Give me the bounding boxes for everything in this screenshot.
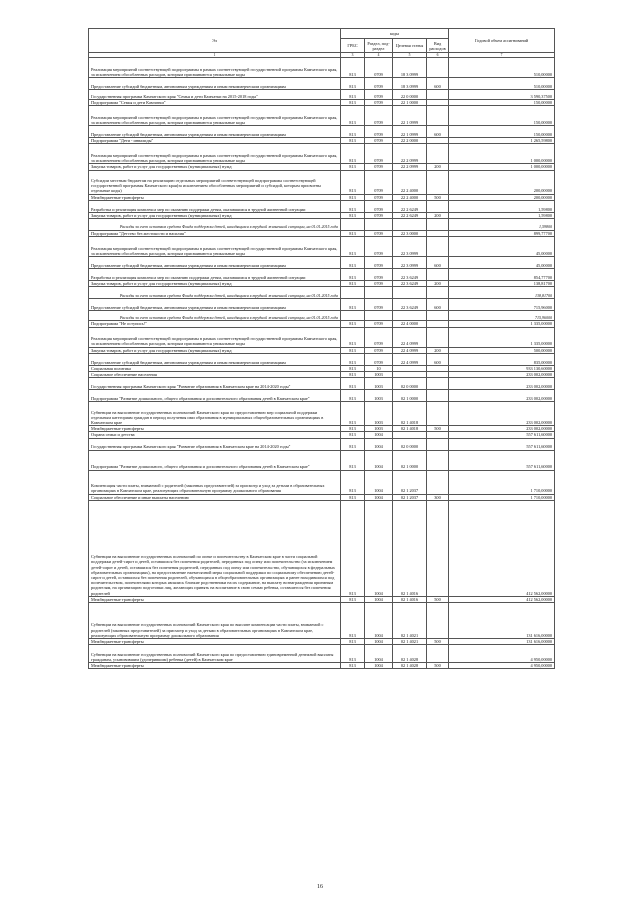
row-target-article: 02 1 2037 bbox=[393, 470, 427, 494]
row-expense-type bbox=[427, 450, 449, 470]
row-razdel: 0709 bbox=[365, 299, 393, 311]
row-name: Закупка товаров, работ и услуг для государственных (муниципальных) нужд bbox=[89, 164, 341, 170]
row-sum: 412 562,00000 bbox=[449, 596, 555, 602]
row-razdel: 0709 bbox=[365, 126, 393, 138]
row-name: Подпрограмма "Детство без жестокости и насилия" bbox=[89, 231, 341, 237]
row-razdel: 0709 bbox=[365, 212, 393, 218]
row-name: Межбюджетные трансферты bbox=[89, 194, 341, 200]
row-expense-type bbox=[427, 90, 449, 100]
header-razdel: Раздел, под- раздел bbox=[365, 39, 393, 53]
row-sum: 138,81700 bbox=[449, 281, 555, 287]
row-name: Закупка товаров, работ и услуг для государственных (муниципальных) нужд bbox=[89, 212, 341, 218]
col-num: 5 bbox=[393, 53, 427, 58]
row-target-article: 02 1 4018 bbox=[393, 402, 427, 426]
row-expense-type bbox=[427, 500, 449, 596]
col-num: 3 bbox=[341, 53, 365, 58]
row-sum: 1 710,00000 bbox=[449, 470, 555, 494]
row-expense-type bbox=[427, 269, 449, 281]
row-sum: 150,00000 bbox=[449, 100, 555, 106]
row-sum: 510,00000 bbox=[449, 58, 555, 78]
row-name: Государственная программа Камчатского края "Семья и дети Камчатки на 2015-2018 годы" bbox=[89, 90, 341, 100]
row-target-article: 02 0 0000 bbox=[393, 378, 427, 390]
row-razdel: 1004 bbox=[365, 438, 393, 450]
row-sum: 233 002,00000 bbox=[449, 372, 555, 378]
row-expense-type: 200 bbox=[427, 281, 449, 287]
table-row bbox=[89, 500, 555, 596]
table-row bbox=[89, 200, 555, 212]
row-name: Подпрограмма "Развитие дошкольного, общего образования и дополнительного образования детей в Камчатском крае" bbox=[89, 450, 341, 470]
row-expense-type: 500 bbox=[427, 596, 449, 602]
row-sum: 45,00000 bbox=[449, 257, 555, 269]
row-target-article bbox=[393, 287, 427, 299]
row-expense-type bbox=[427, 470, 449, 494]
row-razdel: 0709 bbox=[365, 231, 393, 237]
row-target-article: 22 2 0999 bbox=[393, 164, 427, 170]
row-target-article: 02 0 0000 bbox=[393, 438, 427, 450]
row-target-article: 02 1 4028 bbox=[393, 663, 427, 669]
row-razdel: 0709 bbox=[365, 353, 393, 365]
row-grbs: 813 bbox=[341, 353, 365, 365]
row-grbs: 813 bbox=[341, 58, 365, 78]
row-expense-type: 600 bbox=[427, 353, 449, 365]
row-target-article: 22 2 0999 bbox=[393, 144, 427, 164]
row-name: Расходы за счет остатков средств Фонда поддержки детей, находящихся в трудной жизненной ситуации, на 01.01.2015 года bbox=[89, 219, 341, 231]
row-expense-type bbox=[427, 106, 449, 126]
row-expense-type bbox=[427, 438, 449, 450]
row-sum: 715,96000 bbox=[449, 299, 555, 311]
table-row bbox=[89, 353, 555, 365]
table-row bbox=[89, 645, 555, 663]
table-row bbox=[89, 170, 555, 194]
row-name: Предоставление субсидий бюджетным, автономным учреждениям и иным некоммерческим организациям bbox=[89, 299, 341, 311]
row-target-article: 22 2 4000 bbox=[393, 170, 427, 194]
row-sum: 150,00000 bbox=[449, 126, 555, 138]
row-grbs: 813 bbox=[341, 106, 365, 126]
row-name: Государственная программа Камчатского края "Развитие образования в Камчатском крае на 2014-2020 годы" bbox=[89, 378, 341, 390]
budget-table bbox=[88, 28, 555, 669]
row-name: Реализация мероприятий соответствующей подпрограммы в рамках соответствующей государственной программы Камчатского края, за исключением обособленных расходов, которым присваиваются уникальные коды bbox=[89, 237, 341, 257]
row-name: Реализация мероприятий соответствующей подпрограммы в рамках соответствующей государственной программы Камчатского края, за исключением обособленных расходов, которым присваиваются уникальные коды bbox=[89, 106, 341, 126]
row-target-article: 22 3 0000 bbox=[393, 231, 427, 237]
row-target-article: 22 3 0999 bbox=[393, 257, 427, 269]
row-grbs: 813 bbox=[341, 402, 365, 426]
row-grbs: 813 bbox=[341, 170, 365, 194]
row-sum: 412 562,00000 bbox=[449, 500, 555, 596]
row-razdel: 1004 bbox=[365, 494, 393, 500]
row-name: Разработка и реализация комплекса мер по оказанию поддержки детям, оказавшимся в трудной жизненной ситуации bbox=[89, 200, 341, 212]
row-expense-type bbox=[427, 311, 449, 321]
row-razdel bbox=[365, 287, 393, 299]
row-target-article: 22 3 0999 bbox=[393, 237, 427, 257]
row-razdel: 1004 bbox=[365, 596, 393, 602]
table-row bbox=[89, 603, 555, 639]
row-target-article: 18 3 0999 bbox=[393, 78, 427, 90]
row-grbs: 813 bbox=[341, 372, 365, 378]
row-sum: 557 611,60000 bbox=[449, 432, 555, 438]
row-razdel: 1003 bbox=[365, 372, 393, 378]
header-grbs: ГРБС bbox=[341, 39, 365, 53]
row-name: Субвенции на выполнение государственных полномочий Камчатского края по выплате компенсации части платы, взимаемой с родителей (законных представителей) за присмотр и уход за детьми в образовательных организациях в Камчатском крае, реализующих образовательную программу дошкольного образования bbox=[89, 603, 341, 639]
row-name: Реализация мероприятий соответствующей подпрограммы в рамках соответствующей государственной программы Камчатского края, за исключением обособленных расходов, которым присваиваются уникальные коды bbox=[89, 144, 341, 164]
row-name: Субвенции на выполнение государственных полномочий по опеке и попечительству в Камчатском крае в части социальной поддержки детей-сирот и детей, оставшихся без попечения родителей, переданных под опеку или попечительство (за исключением детей-сирот и детей, оставшихся без попечения родителей, переданных под опеку или попечительство, обучающихся в федеральных образовательных организациях), на предоставление ежемесячной меры социальной поддержки по социальному обеспечению детей-сирот и детей, оставшихся без попечения родителей, обучающихся в общеобразовательных организациях и ранее находившихся под попечительством, попечителями которых являлись близкие родственники на их содержание, на выплату вознаграждения приемным родителям, на организацию подготовки лиц, желающих принять на воспитание в свою семью ребенка, оставшегося без попечения родителей bbox=[89, 500, 341, 596]
row-expense-type bbox=[427, 378, 449, 390]
row-sum: 3 590,37500 bbox=[449, 90, 555, 100]
row-target-article: 22 3 6249 bbox=[393, 299, 427, 311]
row-sum: 835,00000 bbox=[449, 353, 555, 365]
row-sum: 899,77700 bbox=[449, 231, 555, 237]
row-name: Расходы за счет остатков средств Фонда поддержки детей, находящихся в трудной жизненной ситуации, на 01.01.2015 года bbox=[89, 287, 341, 299]
row-name: Закупка товаров, работ и услуг для государственных (муниципальных) нужд bbox=[89, 347, 341, 353]
row-sum: 1 000,00000 bbox=[449, 144, 555, 164]
row-sum: 715,96000 bbox=[449, 311, 555, 321]
header-codes-group: коды bbox=[341, 29, 449, 39]
row-target-article: 22 2 4000 bbox=[393, 194, 427, 200]
table-row bbox=[89, 237, 555, 257]
row-target-article: 02 1 4016 bbox=[393, 596, 427, 602]
row-sum: 1,59800 bbox=[449, 212, 555, 218]
row-target-article: 02 1 4018 bbox=[393, 426, 427, 432]
table-row bbox=[89, 269, 555, 281]
row-target-article: 22 2 0000 bbox=[393, 138, 427, 144]
row-expense-type bbox=[427, 200, 449, 212]
row-grbs: 813 bbox=[341, 596, 365, 602]
budget-table-sheet bbox=[88, 28, 554, 669]
row-expense-type: 500 bbox=[427, 639, 449, 645]
row-sum: 1 710,00000 bbox=[449, 494, 555, 500]
row-sum: 557 611,60000 bbox=[449, 438, 555, 450]
row-grbs: 813 bbox=[341, 138, 365, 144]
row-expense-type bbox=[427, 603, 449, 639]
row-name: Предоставление субсидий бюджетным, автономным учреждениям и иным некоммерческим организациям bbox=[89, 257, 341, 269]
row-target-article: 02 1 4028 bbox=[393, 645, 427, 663]
row-grbs: 813 bbox=[341, 470, 365, 494]
row-grbs: 813 bbox=[341, 194, 365, 200]
row-grbs: 813 bbox=[341, 90, 365, 100]
row-name: Охрана семьи и детства bbox=[89, 432, 341, 438]
row-razdel bbox=[365, 219, 393, 231]
row-grbs: 813 bbox=[341, 494, 365, 500]
row-expense-type bbox=[427, 237, 449, 257]
row-target-article: 02 1 0000 bbox=[393, 390, 427, 402]
row-razdel: 0709 bbox=[365, 327, 393, 347]
row-razdel: 0709 bbox=[365, 144, 393, 164]
row-name: Межбюджетные трансферты bbox=[89, 426, 341, 432]
row-grbs: 813 bbox=[341, 126, 365, 138]
row-razdel: 0709 bbox=[365, 237, 393, 257]
row-razdel: 0709 bbox=[365, 170, 393, 194]
row-grbs: 813 bbox=[341, 281, 365, 287]
page-number: 16 bbox=[317, 884, 323, 890]
table-row bbox=[89, 257, 555, 269]
header-sum: Годовой объем ассигнований bbox=[449, 29, 555, 53]
row-razdel: 0709 bbox=[365, 100, 393, 106]
row-razdel: 0709 bbox=[365, 90, 393, 100]
header-cs: Целевая статья bbox=[393, 39, 427, 53]
row-expense-type: 600 bbox=[427, 126, 449, 138]
row-name: Подпрограмма "Дети - инвалиды" bbox=[89, 138, 341, 144]
table-note-row bbox=[89, 219, 555, 231]
row-grbs: 813 bbox=[341, 426, 365, 432]
header-name: Эл bbox=[89, 29, 341, 53]
row-sum: 1,59800 bbox=[449, 200, 555, 212]
header-vr: Вид расходов bbox=[427, 39, 449, 53]
row-razdel: 0709 bbox=[365, 78, 393, 90]
row-name: Межбюджетные трансферты bbox=[89, 596, 341, 602]
row-razdel: 1004 bbox=[365, 470, 393, 494]
row-target-article: 22 4 0999 bbox=[393, 327, 427, 347]
row-sum: 854,77700 bbox=[449, 269, 555, 281]
table-row bbox=[89, 90, 555, 100]
row-name: Компенсация части платы, взимаемой с родителей (законных представителей) за присмотр и уход за детьми в образовательных организациях в Камчатском крае, реализующих образовательную программу дошкольного образования bbox=[89, 470, 341, 494]
row-sum: 500,00000 bbox=[449, 347, 555, 353]
row-grbs: 813 bbox=[341, 450, 365, 470]
row-target-article: 22 4 0999 bbox=[393, 353, 427, 365]
row-razdel bbox=[365, 311, 393, 321]
row-sum: 1 335,00000 bbox=[449, 321, 555, 327]
table-row bbox=[89, 144, 555, 164]
row-grbs: 813 bbox=[341, 663, 365, 669]
row-razdel: 1004 bbox=[365, 603, 393, 639]
row-grbs: 813 bbox=[341, 100, 365, 106]
table-row bbox=[89, 327, 555, 347]
table-row bbox=[89, 390, 555, 402]
row-expense-type bbox=[427, 327, 449, 347]
row-expense-type: 600 bbox=[427, 257, 449, 269]
table-row bbox=[89, 438, 555, 450]
col-num: 7 bbox=[449, 53, 555, 58]
row-target-article: 02 1 4016 bbox=[393, 500, 427, 596]
row-grbs: 813 bbox=[341, 347, 365, 353]
table-row bbox=[89, 450, 555, 470]
row-sum: 233 002,00000 bbox=[449, 378, 555, 390]
row-target-article: 02 1 2037 bbox=[393, 494, 427, 500]
row-expense-type: 500 bbox=[427, 426, 449, 432]
row-name: Субвенции на выполнение государственных полномочий Камчатского края по предоставлению единовременной денежной выплаты гражданам, усыновившим (удочерившим) ребенка (детей) в Камчатском крае bbox=[89, 645, 341, 663]
row-target-article: 22 3 6249 bbox=[393, 269, 427, 281]
row-grbs: 813 bbox=[341, 212, 365, 218]
row-expense-type bbox=[427, 170, 449, 194]
row-expense-type bbox=[427, 58, 449, 78]
row-name: Субвенции на выполнение государственных полномочий Камчатского края по предоставлению мер социальной поддержки отдельным категориям граждан в период получения ими образования в муниципальных общеобразовательных организациях в Камчатском крае bbox=[89, 402, 341, 426]
row-expense-type bbox=[427, 219, 449, 231]
row-sum: 1 265,59800 bbox=[449, 138, 555, 144]
row-target-article: 22 4 0999 bbox=[393, 347, 427, 353]
row-target-article: 22 2 6249 bbox=[393, 212, 427, 218]
row-name: Межбюджетные трансферты bbox=[89, 639, 341, 645]
col-num: 6 bbox=[427, 53, 449, 58]
table-row bbox=[89, 78, 555, 90]
row-grbs: 813 bbox=[341, 164, 365, 170]
row-razdel: 1004 bbox=[365, 663, 393, 669]
row-razdel: 1004 bbox=[365, 500, 393, 596]
row-name: Межбюджетные трансферты bbox=[89, 663, 341, 669]
table-row bbox=[89, 402, 555, 426]
row-name: Закупка товаров, работ и услуг для государственных (муниципальных) нужд bbox=[89, 281, 341, 287]
row-sum: 150,00000 bbox=[449, 106, 555, 126]
row-razdel: 1004 bbox=[365, 450, 393, 470]
row-target-article: 18 3 0999 bbox=[393, 58, 427, 78]
row-grbs: 813 bbox=[341, 299, 365, 311]
row-razdel: 0709 bbox=[365, 257, 393, 269]
row-sum: 557 611,60000 bbox=[449, 450, 555, 470]
row-razdel: 1003 bbox=[365, 426, 393, 432]
row-name: Социальная политика bbox=[89, 365, 341, 371]
row-razdel: 1003 bbox=[365, 390, 393, 402]
row-sum: 233 002,00000 bbox=[449, 402, 555, 426]
row-sum: 510,00000 bbox=[449, 78, 555, 90]
row-target-article: 22 0 0000 bbox=[393, 90, 427, 100]
row-razdel: 1004 bbox=[365, 645, 393, 663]
table-row bbox=[89, 106, 555, 126]
row-expense-type: 600 bbox=[427, 78, 449, 90]
row-grbs: 813 bbox=[341, 269, 365, 281]
row-grbs: 813 bbox=[341, 231, 365, 237]
row-expense-type: 200 bbox=[427, 347, 449, 353]
row-target-article: 22 4 0000 bbox=[393, 321, 427, 327]
table-row bbox=[89, 663, 555, 669]
row-name: Подпрограмма "Развитие дошкольного, общего образования и дополнительного образования детей в Камчатском крае" bbox=[89, 390, 341, 402]
row-sum: 138,81700 bbox=[449, 287, 555, 299]
row-expense-type: 300 bbox=[427, 494, 449, 500]
row-name: Государственная программа Камчатского края "Развитие образования в Камчатском крае на 2014-2020 годы" bbox=[89, 438, 341, 450]
row-grbs: 813 bbox=[341, 603, 365, 639]
col-num: 1 bbox=[89, 53, 341, 58]
row-razdel: 1003 bbox=[365, 402, 393, 426]
row-grbs: 813 bbox=[341, 645, 365, 663]
row-razdel: 0709 bbox=[365, 281, 393, 287]
row-target-article: 22 3 6249 bbox=[393, 281, 427, 287]
row-grbs: 813 bbox=[341, 390, 365, 402]
table-row bbox=[89, 58, 555, 78]
row-sum: 4 950,00000 bbox=[449, 645, 555, 663]
row-razdel: 0709 bbox=[365, 138, 393, 144]
row-name: Социальное обеспечение и иные выплаты населению bbox=[89, 494, 341, 500]
table-note-row bbox=[89, 311, 555, 321]
table-row bbox=[89, 126, 555, 138]
row-expense-type: 200 bbox=[427, 164, 449, 170]
row-name: Предоставление субсидий бюджетным, автономным учреждениям и иным некоммерческим организациям bbox=[89, 78, 341, 90]
row-sum: 45,00000 bbox=[449, 237, 555, 257]
row-sum: 4 950,00000 bbox=[449, 663, 555, 669]
row-grbs: 813 bbox=[341, 200, 365, 212]
row-grbs: 813 bbox=[341, 237, 365, 257]
row-razdel: 0709 bbox=[365, 58, 393, 78]
row-grbs: 813 bbox=[341, 327, 365, 347]
row-razdel: 0709 bbox=[365, 321, 393, 327]
row-razdel: 1004 bbox=[365, 639, 393, 645]
row-sum: 233 002,00000 bbox=[449, 390, 555, 402]
row-expense-type: 200 bbox=[427, 212, 449, 218]
row-name: Подпрограмма "Семья и дети Камчатки" bbox=[89, 100, 341, 106]
row-expense-type: 500 bbox=[427, 194, 449, 200]
row-name: Субсидии местным бюджетам на реализацию отдельных мероприятий соответствующей подпрограммы соответствующей государственной программы Камчатского края(за исключением обособленных мероприятий и субсидий, которым присвоены отдельные коды) bbox=[89, 170, 341, 194]
row-expense-type bbox=[427, 390, 449, 402]
row-expense-type: 600 bbox=[427, 299, 449, 311]
row-razdel: 10 bbox=[365, 365, 393, 371]
row-name: Подпрограмма "Не оступись!" bbox=[89, 321, 341, 327]
row-grbs: 813 bbox=[341, 500, 365, 596]
row-sum: 1 335,00000 bbox=[449, 327, 555, 347]
table-body bbox=[89, 58, 555, 669]
row-grbs: 813 bbox=[341, 432, 365, 438]
row-target-article: 22 1 0000 bbox=[393, 100, 427, 106]
row-razdel: 0709 bbox=[365, 200, 393, 212]
table-row bbox=[89, 299, 555, 311]
row-target-article: 22 2 6249 bbox=[393, 200, 427, 212]
row-name: Реализация мероприятий соответствующей подпрограммы в рамках соответствующей государственной программы Камчатского края, за исключением обособленных расходов, которым присваиваются уникальные коды bbox=[89, 327, 341, 347]
row-razdel: 1003 bbox=[365, 378, 393, 390]
row-razdel: 1004 bbox=[365, 432, 393, 438]
row-razdel: 0709 bbox=[365, 347, 393, 353]
row-expense-type bbox=[427, 144, 449, 164]
row-name: Реализация мероприятий соответствующей подпрограммы в рамках соответствующей государственной программы Камчатского края, за исключением обособленных расходов, которым присваиваются уникальные коды bbox=[89, 58, 341, 78]
row-razdel: 0709 bbox=[365, 106, 393, 126]
col-num: 4 bbox=[365, 53, 393, 58]
row-razdel: 0709 bbox=[365, 269, 393, 281]
row-grbs: 813 bbox=[341, 321, 365, 327]
row-sum: 200,00000 bbox=[449, 194, 555, 200]
row-sum: 200,00000 bbox=[449, 170, 555, 194]
row-name: Предоставление субсидий бюджетным, автономным учреждениям и иным некоммерческим организациям bbox=[89, 353, 341, 365]
row-grbs bbox=[341, 311, 365, 321]
row-grbs: 813 bbox=[341, 378, 365, 390]
row-name: Предоставление субсидий бюджетным, автономным учреждениям и иным некоммерческим организациям bbox=[89, 126, 341, 138]
row-sum: 1 000,00000 bbox=[449, 164, 555, 170]
row-grbs bbox=[341, 219, 365, 231]
row-grbs bbox=[341, 287, 365, 299]
row-target-article: 02 1 0000 bbox=[393, 450, 427, 470]
row-expense-type bbox=[427, 402, 449, 426]
table-note-row bbox=[89, 287, 555, 299]
row-grbs: 813 bbox=[341, 639, 365, 645]
row-expense-type bbox=[427, 287, 449, 299]
row-grbs: 813 bbox=[341, 144, 365, 164]
row-grbs: 813 bbox=[341, 365, 365, 371]
row-expense-type: 500 bbox=[427, 663, 449, 669]
row-name: Социальное обеспечение населения bbox=[89, 372, 341, 378]
row-sum: 233 002,00000 bbox=[449, 426, 555, 432]
row-sum: 933 130,60000 bbox=[449, 365, 555, 371]
row-grbs: 813 bbox=[341, 78, 365, 90]
row-name: Разработка и реализация комплекса мер по оказанию поддержки детям, оказавшимся в трудной жизненной ситуации bbox=[89, 269, 341, 281]
row-expense-type bbox=[427, 645, 449, 663]
row-grbs: 813 bbox=[341, 438, 365, 450]
row-target-article: 22 1 0999 bbox=[393, 126, 427, 138]
table-row bbox=[89, 470, 555, 494]
row-sum: 131 616,00000 bbox=[449, 603, 555, 639]
table-row bbox=[89, 378, 555, 390]
row-razdel: 0709 bbox=[365, 194, 393, 200]
row-target-article: 02 1 4021 bbox=[393, 603, 427, 639]
row-sum: 131 616,00000 bbox=[449, 639, 555, 645]
row-razdel: 0709 bbox=[365, 164, 393, 170]
row-name: Расходы за счет остатков средств Фонда поддержки детей, находящихся в трудной жизненной ситуации, на 01.01.2015 года bbox=[89, 311, 341, 321]
row-target-article: 22 1 0999 bbox=[393, 106, 427, 126]
row-target-article bbox=[393, 311, 427, 321]
row-grbs: 813 bbox=[341, 257, 365, 269]
row-sum: 1,59800 bbox=[449, 219, 555, 231]
row-target-article: 02 1 4021 bbox=[393, 639, 427, 645]
row-target-article bbox=[393, 219, 427, 231]
